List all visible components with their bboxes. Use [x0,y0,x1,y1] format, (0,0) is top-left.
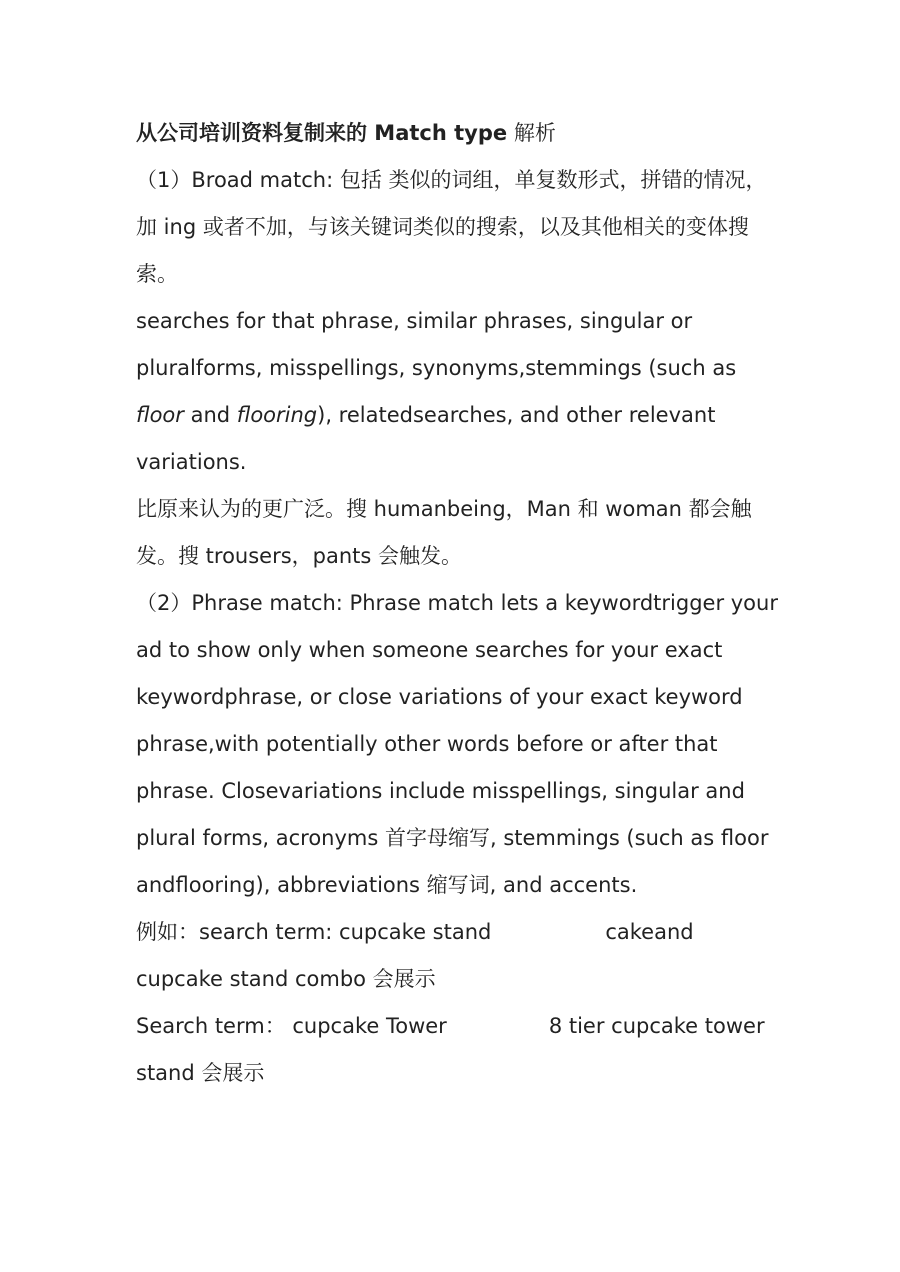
broad-match-note-paragraph: 比原来认为的更广泛。搜 humanbeing，Man 和 woman 都会触发。搜 trousers，pants 会触发。 [136,497,752,568]
broad-match-english-paragraph [136,298,786,486]
broad-english-part-1: searches for that phrase, similar phrases, singular or pluralforms, misspellings, synonyms,stemmings (such as [136,309,737,380]
example-2-lead: Search term： cupcake Tower [136,1014,447,1038]
document-heading [136,110,786,157]
example-2-rest: 8 tier cupcake tower stand 会展示 [136,1014,765,1085]
broad-and-word: and [183,403,237,427]
phrase-match-paragraph: （2）Phrase match: Phrase match lets a keywordtrigger your ad to show only when someone searches for your exact keywordphrase, or close variations of your exact keyword phrase,with potentially other words before or after that phrase. Closevariations include misspellings, singular and plural forms, acronyms 首字母缩写, stemmings (such as floor andflooring), abbreviations 缩写词, and accents. [136,591,778,897]
heading-bold-text: 从公司培训资料复制来的 Match type [136,121,508,145]
example-1-rest: cakeand cupcake stand combo 会展示 [136,920,694,991]
flooring-italic-word: flooring [236,403,318,427]
broad-english-part-2: ), relatedsearches, and other relevant variations. [136,403,716,474]
broad-match-chinese-paragraph: （1）Broad match: 包括 类似的词组，单复数形式，拼错的情况，加 ing 或者不加，与该关键词类似的搜索，以及其他相关的变体搜索。 [136,168,767,286]
example-1-paragraph [136,909,786,1003]
heading-suffix-text: 解析 [507,121,556,145]
floor-italic-word: floor [136,403,184,427]
example-1-lead: 例如：search term: cupcake stand [136,920,492,944]
example-2-paragraph [136,1003,786,1097]
document-body [136,110,786,1097]
